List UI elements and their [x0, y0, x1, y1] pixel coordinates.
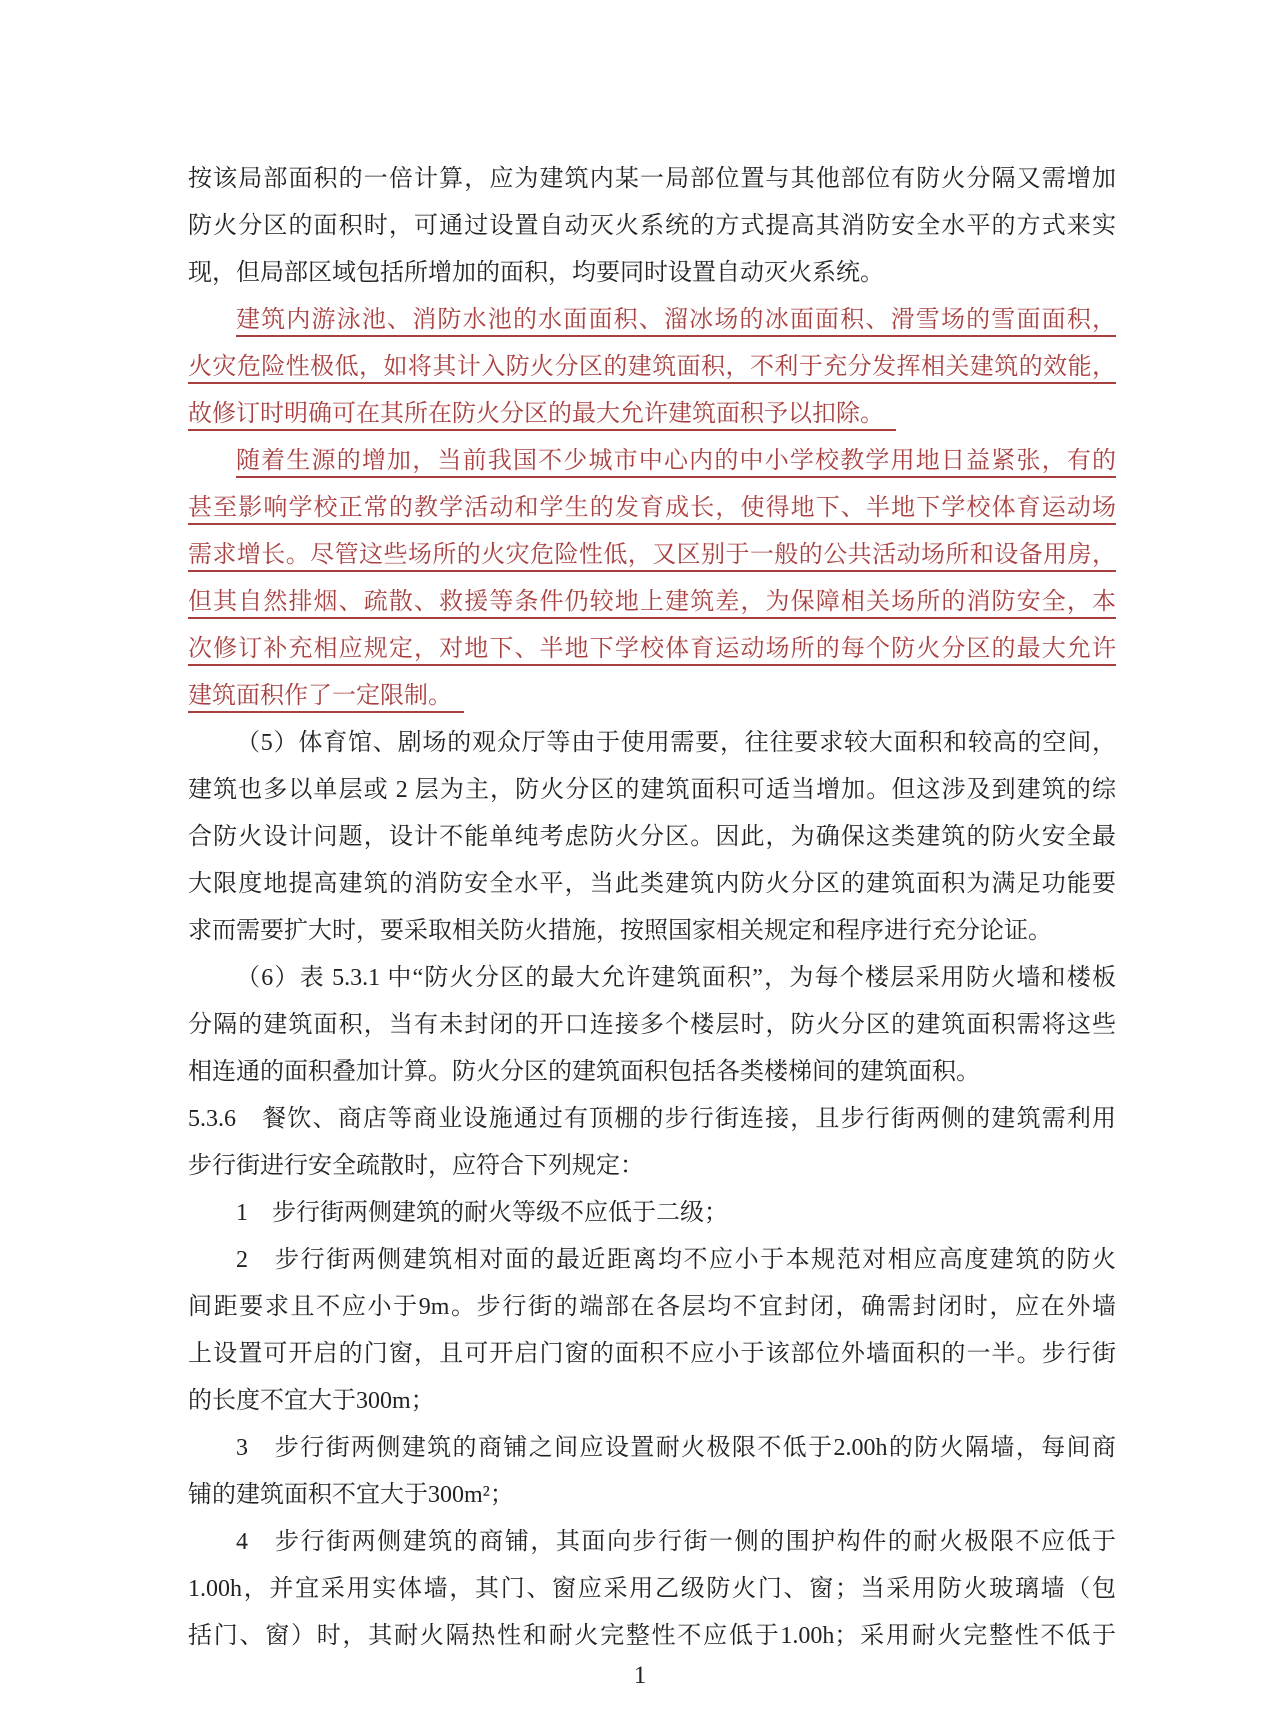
text-line: 需求增长。尽管这些场所的火灾危险性低，又区别于一般的公共活动场所和设备用房， — [188, 542, 1116, 568]
revision-note-pools-rinks — [188, 297, 1116, 438]
text-line: 现，但局部区域包括所增加的面积，均要同时设置自动灭火系统。 — [188, 260, 884, 286]
explanation-item-6-table-531 — [188, 955, 1116, 1096]
text-line: 3 步行街两侧建筑的商铺之间应设置耐火极限不低于2.00h的防火隔墙，每间商 — [236, 1435, 1116, 1461]
text-line: 铺的建筑面积不宜大于300m²； — [188, 1482, 514, 1508]
text-line: 火灾危险性极低，如将其计入防火分区的建筑面积，不利于充分发挥相关建筑的效能， — [188, 354, 1116, 380]
text-line: 建筑也多以单层或 2 层为主，防火分区的建筑面积可适当增加。但这涉及到建筑的综 — [188, 777, 1116, 803]
text-line: 的长度不宜大于300m； — [188, 1388, 435, 1414]
clause-item-1-fire-resistance-rating — [188, 1190, 1116, 1237]
clause-item-3-shop-partition-walls — [188, 1425, 1116, 1519]
text-line: 求而需要扩大时，要采取相关防火措施，按照国家相关规定和程序进行充分论证。 — [188, 918, 1052, 944]
text-line: 间距要求且不应小于9m。步行街的端部在各层均不宜封闭，确需封闭时，应在外墙 — [188, 1294, 1116, 1320]
explanation-item-5-stadiums-theatres — [188, 720, 1116, 955]
text-line: 随着生源的增加，当前我国不少城市中心内的中小学校教学用地日益紧张，有的 — [236, 448, 1116, 474]
text-line: 合防火设计问题，设计不能单纯考虑防火分区。因此，为确保这类建筑的防火安全最 — [188, 824, 1116, 850]
text-line: 步行街进行安全疏散时，应符合下列规定： — [188, 1153, 644, 1179]
text-line: 1 步行街两侧建筑的耐火等级不应低于二级； — [236, 1200, 728, 1226]
text-line: 故修订时明确可在其所在防火分区的最大允许建筑面积予以扣除。 — [188, 401, 896, 427]
text-line: 2 步行街两侧建筑相对面的最近距离均不应小于本规范对相应高度建筑的防火 — [236, 1247, 1116, 1273]
text-line: 4 步行街两侧建筑的商铺，其面向步行街一侧的围护构件的耐火极限不应低于 — [236, 1529, 1116, 1555]
text-line: 1.00h，并宜采用实体墙，其门、窗应采用乙级防火门、窗；当采用防火玻璃墙（包 — [188, 1576, 1116, 1602]
clause-item-2-separation-distance — [188, 1237, 1116, 1425]
text-line: 但其自然排烟、疏散、救援等条件仍较地上建筑差，为保障相关场所的消防安全，本 — [188, 589, 1116, 615]
para-local-area-sprinkler-continuation — [188, 156, 1116, 297]
text-line: 建筑内游泳池、消防水池的水面面积、溜冰场的冰面面积、滑雪场的雪面面积， — [236, 307, 1116, 333]
page-number: 1 — [633, 1662, 647, 1689]
text-line: 分隔的建筑面积，当有未封闭的开口连接多个楼层时，防火分区的建筑面积需将这些 — [188, 1012, 1116, 1038]
text-line: 相连通的面积叠加计算。防火分区的建筑面积包括各类楼梯间的建筑面积。 — [188, 1059, 980, 1085]
document-body — [188, 156, 1116, 1660]
text-line: 按该局部面积的一倍计算，应为建筑内某一局部位置与其他部位有防火分隔又需增加 — [188, 166, 1116, 192]
text-line: 甚至影响学校正常的教学活动和学生的发育成长，使得地下、半地下学校体育运动场 — [188, 495, 1116, 521]
text-line: 5.3.6 餐饮、商店等商业设施通过有顶棚的步行街连接，且步行街两侧的建筑需利用 — [188, 1106, 1116, 1132]
revision-note-school-sports-grounds — [188, 438, 1116, 720]
text-line: 括门、窗）时，其耐火隔热性和耐火完整性不应低于1.00h；采用耐火完整性不低于 — [188, 1623, 1116, 1649]
text-line: 防火分区的面积时，可通过设置自动灭火系统的方式提高其消防安全水平的方式来实 — [188, 213, 1116, 239]
text-line: 次修订补充相应规定，对地下、半地下学校体育运动场所的每个防火分区的最大允许 — [188, 636, 1116, 662]
clause-5-3-6-pedestrian-street — [188, 1096, 1116, 1190]
text-line: 大限度地提高建筑的消防安全水平，当此类建筑内防火分区的建筑面积为满足功能要 — [188, 871, 1116, 897]
text-line: 建筑面积作了一定限制。 — [188, 683, 464, 709]
text-line: （5）体育馆、剧场的观众厅等由于使用需要，往往要求较大面积和较高的空间， — [236, 730, 1116, 756]
clause-item-4-enclosure-components — [188, 1519, 1116, 1660]
text-line: （6）表 5.3.1 中“防火分区的最大允许建筑面积”，为每个楼层采用防火墙和楼板 — [236, 965, 1116, 991]
text-line: 上设置可开启的门窗，且可开启门窗的面积不应小于该部位外墙面积的一半。步行街 — [188, 1341, 1116, 1367]
